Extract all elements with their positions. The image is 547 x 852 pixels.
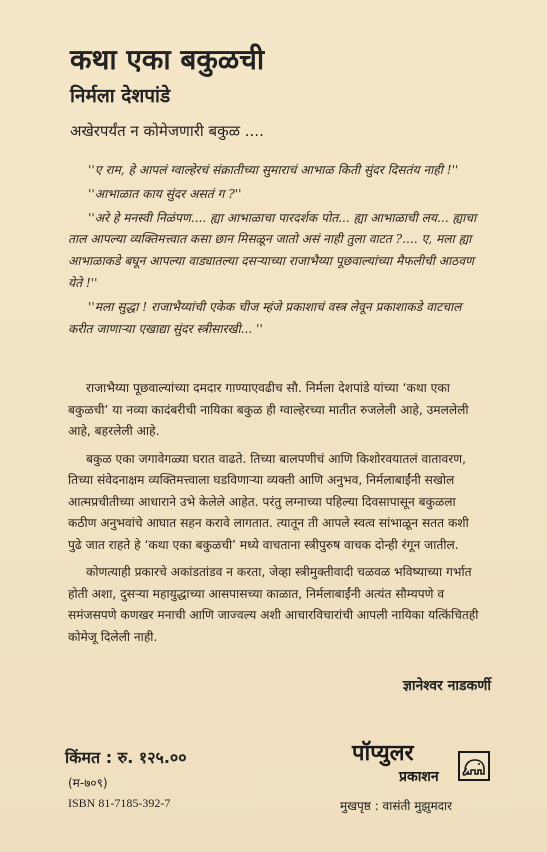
author-name: निर्मला देशपांडे <box>70 85 171 107</box>
tagline: अखेरपर्यंत न कोमेजणारी बकुळ .... <box>70 122 264 140</box>
publisher-name: पॉप्युलर <box>352 741 414 766</box>
publisher-sub: प्रकाशन <box>399 769 439 785</box>
quote-line: ''आभाळात काय सुंदर असतं ग ?'' <box>88 186 242 201</box>
cover-credit: मुखपृष्ठ : वासंती मुझुमदार <box>340 799 453 813</box>
blurb-paragraph: राजाभैय्या पूछवाल्यांच्या दमदार गाण्याएवढीच सौ. निर्मला देशपांडे यांच्या ‘कथा एका बकुळची’ या नव्या कादंबरीची नायिका बकुळ ही ग्वाल्हेरच्या मातीत रुजलेली आहे, उमललेली आहे, बहरलेली आहे. <box>68 381 469 438</box>
isbn: ISBN 81-7185-392-7 <box>68 796 171 810</box>
dialogue-excerpt <box>68 160 478 342</box>
quote-line: ''ए राम, हे आपलं ग्वाल्हेरचं संक्रातीच्या सुमाराचं आभाळ किती सुंदर दिसतंय नाही !'' <box>88 163 459 177</box>
price: किंमत : रु. १२५.०० <box>65 748 187 767</box>
reviewer-signature: ज्ञानेश्वर नाडकर्णी <box>402 678 491 694</box>
blurb-paragraph: बकुळ एका जगावेगळ्या घरात वाढते. तिच्या बालपणीचं आणि किशोरवयातलं वातावरण, तिच्या संवेदनाक्षम व्यक्तिमत्त्वाला घडविणाऱ्या व्यक्ती आणि अनुभव, निर्मलाबाईंनी सखोल आत्मप्रचीतीच्या आधाराने उभे केलेले आहेत. परंतु लग्नाच्या पहिल्या दिवसापासून बकुळला कठीण अनुभवांचे आघात सहन करावे लागतात. त्यातून ती आपले स्वत्व सांभाळून सतत कशी पुढे जात राहते हे ‘कथा एका बकुळची’ मध्ये वाचताना स्त्रीपुरुष वाचक दोन्ही रंगून जातील. <box>68 451 469 552</box>
publisher-logo-block <box>352 737 492 793</box>
blurb <box>68 378 486 654</box>
book-title: कथा एका बकुळची <box>70 43 265 76</box>
quote-line: ''मला सुद्धा ! राजाभैय्यांची एकेक चीज म्हंजे प्रकाशाचं वस्त्र लेवून प्रकाशाकडे वाटचाल करीत जाणाऱ्या एखाद्या सुंदर स्त्रीसारखी... '' <box>68 299 462 336</box>
quote-line: ''अरे हे मनस्वी निळंपण.... ह्या आभाळाचा पारदर्शक पोत... ह्या आभाळाची लय... ह्याचा ताल आपल्या व्यक्तिमत्त्वात कसा छान मिसळून जातो असं नाही तुला वाटत ?.... ए, मला ह्या आभाळाकडे बघून आपल्या वाड्यातल्या दसऱ्याच्या राजाभैय्या पूछवाल्यांच्या मैफलीची आठवण येते !'' <box>68 210 477 290</box>
blurb-paragraph: कोणत्याही प्रकारचे अकांडतांडव न करता, जेव्हा स्त्रीमुक्तीवादी चळवळ भविष्याच्या गर्भात होती अशा, दुसऱ्या महायुद्धाच्या आसपासच्या काळात, निर्मलाबाईंनी अत्यंत सौम्यपणे व समंजसपणे कणखर मनाची आणि जाज्वल्य अशी आचारविचारांची आपली नायिका यत्किंचितही कोमेजू दिलेली नाही. <box>68 565 479 644</box>
catalog-code: (म-७०९) <box>68 776 108 790</box>
elephant-logo-icon <box>458 751 490 781</box>
